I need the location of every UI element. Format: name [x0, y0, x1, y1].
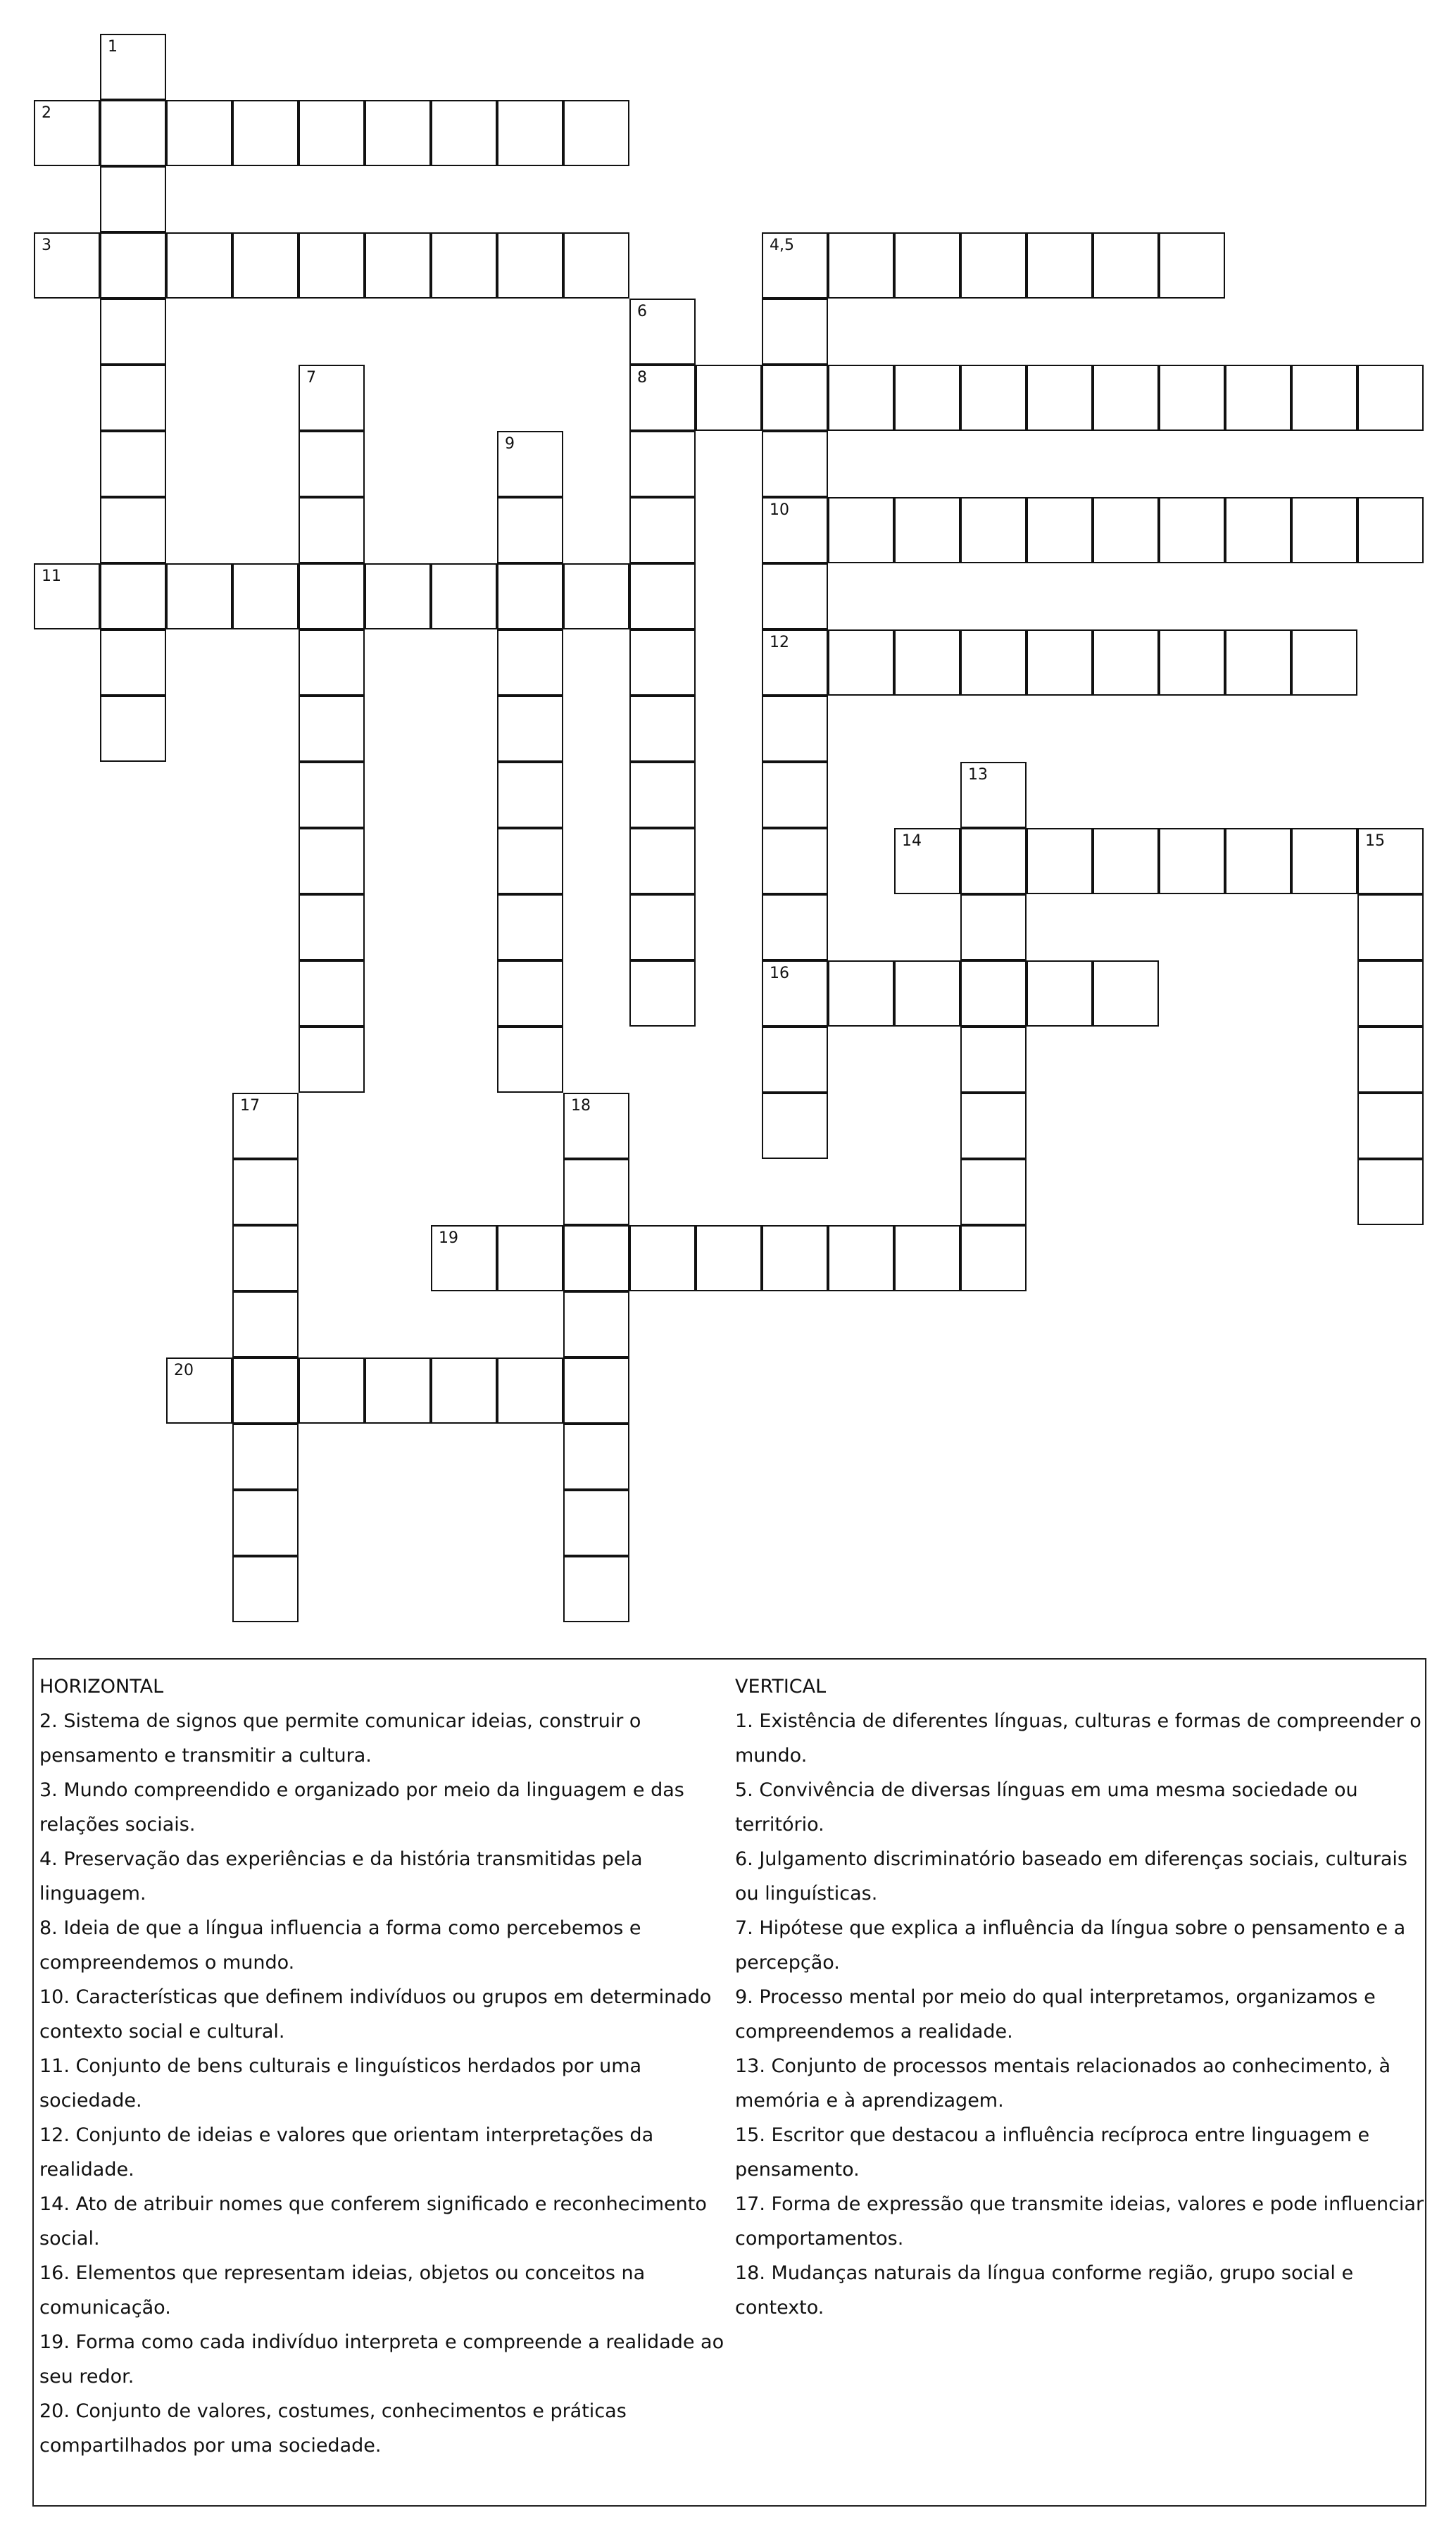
crossword-cell[interactable] [232, 1556, 299, 1622]
crossword-cell[interactable] [431, 232, 497, 299]
crossword-cell[interactable] [762, 960, 828, 1027]
crossword-cell[interactable] [100, 696, 166, 762]
crossword-cell[interactable] [1159, 365, 1225, 431]
crossword-cell[interactable] [34, 100, 100, 166]
crossword-cell[interactable] [497, 828, 563, 894]
clue-number: 3 [42, 237, 51, 254]
clue-across: 14. Ato de atribuir nomes que conferem significado e reconhecimento social. [39, 2193, 707, 2250]
crossword-cell[interactable] [100, 232, 166, 299]
crossword-cell[interactable] [960, 960, 1027, 1027]
crossword-cell[interactable] [894, 365, 960, 431]
crossword-cell[interactable] [960, 629, 1027, 696]
crossword-cell[interactable] [762, 629, 828, 696]
vertical-title: VERTICAL [735, 1676, 827, 1698]
crossword-cell[interactable] [629, 1225, 696, 1291]
crossword-cell[interactable] [960, 828, 1027, 894]
crossword-cell[interactable] [1357, 497, 1424, 563]
crossword-cell[interactable] [960, 1027, 1027, 1093]
clue-number: 9 [505, 435, 515, 453]
crossword-cell[interactable] [1159, 497, 1225, 563]
clue-down: 5. Convivência de diversas línguas em uma mesma sociedade ou território. [735, 1779, 1358, 1836]
crossword-cell[interactable] [563, 1556, 629, 1622]
crossword-cell[interactable] [1093, 365, 1159, 431]
clue-number: 14 [902, 832, 922, 850]
crossword-cell[interactable] [166, 563, 232, 629]
crossword-cell[interactable] [100, 629, 166, 696]
crossword-cell[interactable] [894, 828, 960, 894]
crossword-cell[interactable] [762, 1027, 828, 1093]
crossword-cell[interactable] [431, 563, 497, 629]
clue-number: 13 [968, 766, 988, 784]
crossword-cell[interactable] [34, 232, 100, 299]
crossword-cell[interactable] [232, 100, 299, 166]
crossword-cell[interactable] [100, 34, 166, 100]
crossword-cell[interactable] [1357, 1093, 1424, 1159]
crossword-cell[interactable] [762, 365, 828, 431]
crossword-cell[interactable] [828, 232, 894, 299]
crossword-cell[interactable] [497, 894, 563, 960]
clue-number: 11 [42, 568, 61, 585]
crossword-cell[interactable] [497, 431, 563, 497]
crossword-cell[interactable] [431, 1357, 497, 1424]
crossword-cell[interactable] [1357, 960, 1424, 1027]
crossword-cell[interactable] [431, 100, 497, 166]
crossword-cell[interactable] [232, 1357, 299, 1424]
crossword-cell[interactable] [299, 1357, 365, 1424]
crossword-cell[interactable] [1093, 629, 1159, 696]
crossword-cell[interactable] [1027, 960, 1093, 1027]
clue-down: 15. Escritor que destacou a influência recíproca entre linguagem e pensamento. [735, 2124, 1370, 2181]
crossword-cell[interactable] [629, 365, 696, 431]
crossword-cell[interactable] [629, 431, 696, 497]
crossword-cell[interactable] [1225, 365, 1291, 431]
crossword-cell[interactable] [960, 894, 1027, 960]
crossword-cell[interactable] [960, 1225, 1027, 1291]
crossword-cell[interactable] [1357, 828, 1424, 894]
crossword-cell[interactable] [497, 960, 563, 1027]
crossword-cell[interactable] [563, 1159, 629, 1225]
crossword-cell[interactable] [762, 894, 828, 960]
crossword-cell[interactable] [232, 1159, 299, 1225]
crossword-cell[interactable] [232, 563, 299, 629]
crossword-cell[interactable] [828, 629, 894, 696]
crossword-cell[interactable] [497, 563, 563, 629]
clue-number: 6 [637, 303, 647, 320]
crossword-cell[interactable] [299, 629, 365, 696]
crossword-cell[interactable] [497, 629, 563, 696]
crossword-cell[interactable] [299, 431, 365, 497]
crossword-cell[interactable] [960, 497, 1027, 563]
crossword-cell[interactable] [563, 100, 629, 166]
clue-number: 17 [240, 1097, 260, 1115]
crossword-cell[interactable] [960, 365, 1027, 431]
crossword-cell[interactable] [100, 365, 166, 431]
crossword-cell[interactable] [563, 1225, 629, 1291]
vertical-clues [735, 1669, 1425, 2325]
crossword-cell[interactable] [365, 563, 431, 629]
clue-across: 10. Características que definem indivíduos ou grupos em determinado contexto social e cultural. [39, 1986, 712, 2043]
crossword-cell[interactable] [166, 232, 232, 299]
crossword-cell[interactable] [1027, 828, 1093, 894]
clue-down: 9. Processo mental por meio do qual interpretamos, organizamos e compreendemos a realidade. [735, 1986, 1376, 2043]
crossword-cell[interactable] [232, 1291, 299, 1357]
crossword-cell[interactable] [696, 1225, 762, 1291]
crossword-cell[interactable] [232, 232, 299, 299]
clue-down: 18. Mudanças naturais da língua conforme região, grupo social e contexto. [735, 2262, 1354, 2319]
crossword-cell[interactable] [100, 497, 166, 563]
crossword-cell[interactable] [497, 1225, 563, 1291]
crossword-cell[interactable] [762, 696, 828, 762]
crossword-cell[interactable] [299, 563, 365, 629]
crossword-cell[interactable] [1159, 232, 1225, 299]
crossword-cell[interactable] [166, 1357, 232, 1424]
crossword-cell[interactable] [563, 1093, 629, 1159]
crossword-cell[interactable] [232, 1093, 299, 1159]
crossword-cell[interactable] [1291, 497, 1357, 563]
clue-number: 7 [306, 369, 316, 387]
crossword-cell[interactable] [1357, 1159, 1424, 1225]
crossword-cell[interactable] [762, 299, 828, 365]
crossword-cell[interactable] [762, 563, 828, 629]
crossword-cell[interactable] [365, 232, 431, 299]
crossword-cell[interactable] [894, 497, 960, 563]
crossword-cell[interactable] [762, 431, 828, 497]
clue-number: 19 [439, 1229, 458, 1247]
crossword-cell[interactable] [497, 232, 563, 299]
crossword-cell[interactable] [365, 100, 431, 166]
crossword-cell[interactable] [497, 762, 563, 828]
crossword-cell[interactable] [894, 629, 960, 696]
crossword-cell[interactable] [1159, 828, 1225, 894]
crossword-cell[interactable] [299, 1027, 365, 1093]
crossword-cell[interactable] [629, 960, 696, 1027]
crossword-cell[interactable] [563, 1424, 629, 1490]
clue-across: 19. Forma como cada indivíduo interpreta e compreende a realidade ao seu redor. [39, 2331, 724, 2388]
crossword-cell[interactable] [1027, 232, 1093, 299]
crossword-cell[interactable] [629, 894, 696, 960]
crossword-cell[interactable] [828, 497, 894, 563]
crossword-cell[interactable] [762, 232, 828, 299]
crossword-cell[interactable] [1291, 365, 1357, 431]
clue-down: 6. Julgamento discriminatório baseado em diferenças sociais, culturais ou linguísticas. [735, 1848, 1407, 1905]
clue-number: 1 [108, 38, 118, 56]
crossword-cell[interactable] [828, 960, 894, 1027]
crossword-cell[interactable] [762, 1225, 828, 1291]
crossword-cell[interactable] [497, 100, 563, 166]
clue-number: 8 [637, 369, 647, 387]
clue-number: 12 [770, 634, 789, 651]
crossword-cell[interactable] [299, 232, 365, 299]
crossword-cell[interactable] [1291, 828, 1357, 894]
clue-number: 18 [571, 1097, 591, 1115]
clue-down: 1. Existência de diferentes línguas, culturas e formas de compreender o mundo. [735, 1710, 1422, 1767]
crossword-cell[interactable] [299, 960, 365, 1027]
horizontal-title: HORIZONTAL [39, 1676, 164, 1698]
crossword-cell[interactable] [1225, 828, 1291, 894]
crossword-cell[interactable] [299, 762, 365, 828]
crossword-cell[interactable] [828, 365, 894, 431]
crossword-cell[interactable] [232, 1424, 299, 1490]
crossword-cell[interactable] [762, 828, 828, 894]
crossword-cell[interactable] [1093, 497, 1159, 563]
crossword-cell[interactable] [960, 232, 1027, 299]
crossword-cell[interactable] [1291, 629, 1357, 696]
crossword-cell[interactable] [232, 1225, 299, 1291]
horizontal-clues [39, 1669, 729, 2463]
crossword-cell[interactable] [1225, 497, 1291, 563]
clue-across: 2. Sistema de signos que permite comunicar ideias, construir o pensamento e transmitir a cultura. [39, 1710, 641, 1767]
clue-number: 16 [770, 965, 789, 982]
crossword-cell[interactable] [960, 1159, 1027, 1225]
crossword-cell[interactable] [431, 1225, 497, 1291]
crossword-cell[interactable] [1357, 894, 1424, 960]
crossword-cell[interactable] [629, 762, 696, 828]
clue-number: 2 [42, 104, 51, 122]
crossword-cell[interactable] [497, 497, 563, 563]
crossword-cell[interactable] [100, 166, 166, 232]
crossword-cell[interactable] [497, 696, 563, 762]
clue-down: 7. Hipótese que explica a influência da língua sobre o pensamento e a percepção. [735, 1917, 1406, 1974]
crossword-cell[interactable] [1225, 629, 1291, 696]
crossword-cell[interactable] [1027, 497, 1093, 563]
crossword-cell[interactable] [563, 232, 629, 299]
crossword-cell[interactable] [100, 563, 166, 629]
crossword-cell[interactable] [299, 828, 365, 894]
crossword-cell[interactable] [1027, 629, 1093, 696]
crossword-cell[interactable] [762, 497, 828, 563]
clue-number: 4,5 [770, 237, 794, 254]
crossword-cell[interactable] [299, 696, 365, 762]
crossword-cell[interactable] [299, 100, 365, 166]
crossword-cell[interactable] [762, 762, 828, 828]
crossword-cell[interactable] [497, 1357, 563, 1424]
clue-number: 15 [1365, 832, 1385, 850]
crossword-cell[interactable] [629, 563, 696, 629]
crossword-cell[interactable] [960, 1093, 1027, 1159]
crossword-cell[interactable] [629, 696, 696, 762]
crossword-cell[interactable] [1159, 629, 1225, 696]
crossword-cell[interactable] [629, 629, 696, 696]
clue-number: 20 [174, 1362, 194, 1379]
crossword-cell[interactable] [762, 1093, 828, 1159]
crossword-cell[interactable] [629, 828, 696, 894]
crossword-cell[interactable] [232, 1490, 299, 1556]
crossword-cell[interactable] [299, 894, 365, 960]
crossword-cell[interactable] [100, 431, 166, 497]
crossword-cell[interactable] [894, 232, 960, 299]
crossword-cell[interactable] [1093, 232, 1159, 299]
clue-across: 20. Conjunto de valores, costumes, conhecimentos e práticas compartilhados por uma sociedade. [39, 2400, 627, 2457]
crossword-cell[interactable] [563, 1490, 629, 1556]
crossword-cell[interactable] [1093, 960, 1159, 1027]
crossword-cell[interactable] [100, 100, 166, 166]
clue-across: 3. Mundo compreendido e organizado por meio da linguagem e das relações sociais. [39, 1779, 684, 1836]
crossword-cell[interactable] [960, 762, 1027, 828]
crossword-cell[interactable] [100, 299, 166, 365]
crossword-cell[interactable] [629, 497, 696, 563]
crossword-cell[interactable] [629, 299, 696, 365]
crossword-cell[interactable] [497, 1027, 563, 1093]
crossword-cell[interactable] [696, 365, 762, 431]
clue-across: 16. Elementos que representam ideias, objetos ou conceitos na comunicação. [39, 2262, 646, 2319]
crossword-cell[interactable] [365, 1357, 431, 1424]
clue-number: 10 [770, 501, 789, 519]
clue-across: 8. Ideia de que a língua influencia a forma como percebemos e compreendemos o mundo. [39, 1917, 641, 1974]
clues-box [32, 1658, 1426, 2507]
crossword-cell[interactable] [1357, 1027, 1424, 1093]
crossword-cell[interactable] [299, 497, 365, 563]
clue-down: 13. Conjunto de processos mentais relacionados ao conhecimento, à memória e à aprendizagem. [735, 2055, 1391, 2112]
crossword-cell[interactable] [34, 563, 100, 629]
crossword-cell[interactable] [1357, 365, 1424, 431]
crossword-cell[interactable] [166, 100, 232, 166]
crossword-cell[interactable] [563, 1357, 629, 1424]
crossword-cell[interactable] [894, 1225, 960, 1291]
crossword-cell[interactable] [563, 1291, 629, 1357]
crossword-cell[interactable] [1027, 365, 1093, 431]
clue-across: 4. Preservação das experiências e da história transmitidas pela linguagem. [39, 1848, 643, 1905]
crossword-cell[interactable] [894, 960, 960, 1027]
crossword-cell[interactable] [563, 563, 629, 629]
clue-across: 11. Conjunto de bens culturais e linguísticos herdados por uma sociedade. [39, 2055, 642, 2112]
crossword-cell[interactable] [299, 365, 365, 431]
clue-down: 17. Forma de expressão que transmite ideias, valores e pode influenciar comportamentos. [735, 2193, 1424, 2250]
crossword-cell[interactable] [828, 1225, 894, 1291]
crossword-cell[interactable] [1093, 828, 1159, 894]
clue-across: 12. Conjunto de ideias e valores que orientam interpretações da realidade. [39, 2124, 654, 2181]
